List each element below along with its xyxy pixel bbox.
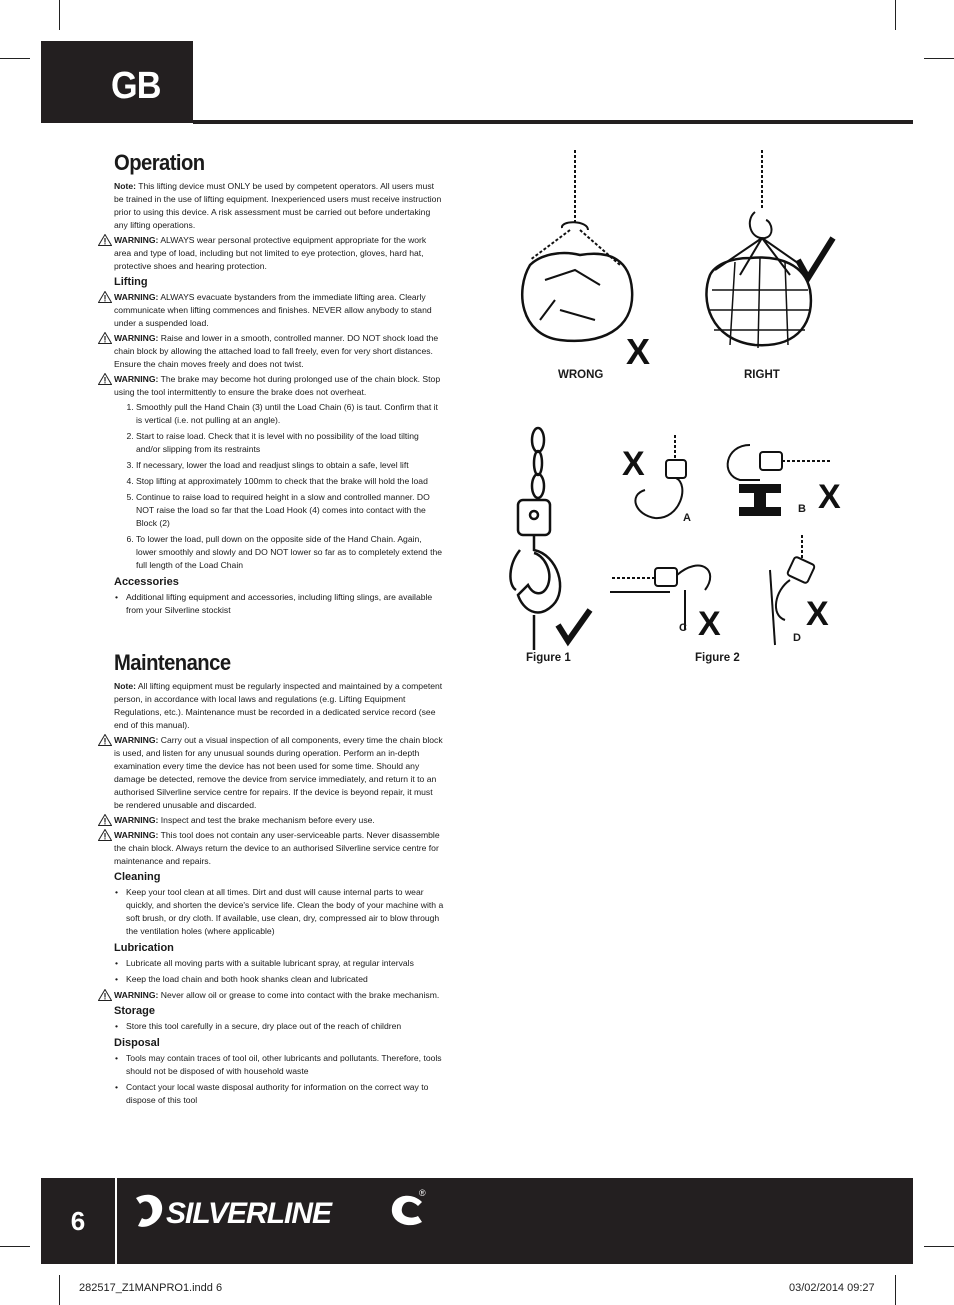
cleaning-list <box>114 886 444 938</box>
page-number: 6 <box>70 1205 86 1236</box>
figure1-hook-illustration <box>498 425 598 650</box>
operation-note: Note: This lifting device must ONLY be used by competent operators. All users must be trained in the use of lifting equipment. Inexperienced users must receive instruction prior to using this device. A risk assessment must be carried out before undertaking any lifting operations. <box>114 181 442 230</box>
footer-file: 282517_Z1MANPRO1.indd 6 <box>79 1282 223 1294</box>
list-item: • Contact your local waste disposal authority for information on the correct way to dispose of this tool <box>126 1081 444 1107</box>
list-item: • Store this tool carefully in a secure, dry place out of the reach of children <box>126 1020 444 1033</box>
crop-mark <box>895 1275 896 1305</box>
label-right: RIGHT <box>744 369 780 381</box>
warning-evacuate: WARNING: ALWAYS evacuate bystanders from the immediate lifting area. Clearly communicate when lifting commences and finishes. NEVER allow anybody to stand under a suspended load. <box>114 291 444 330</box>
warning-test: WARNING: Inspect and test the brake mechanism before every use. <box>114 814 444 827</box>
lifting-steps <box>114 401 444 572</box>
header-rule <box>193 120 913 124</box>
disposal-list <box>114 1052 444 1107</box>
cross-mark-icon: X <box>698 605 721 643</box>
storage-heading: Storage <box>114 1005 155 1017</box>
check-mark-icon <box>558 610 590 641</box>
crop-mark <box>59 1275 60 1305</box>
crop-mark <box>59 0 60 30</box>
accessories-heading: Accessories <box>114 576 179 588</box>
list-item: • Keep your tool clean at all times. Dirt and dust will cause internal parts to wear quickly, and shorten the device's service life. Clean the body of your machine with a soft brush, or dry cloth. If available, use clean, dry, compressed air to blow through the ventilation holes (where applicable) <box>126 886 444 938</box>
warning-raise: WARNING: Raise and lower in a smooth, controlled manner. DO NOT shock load the chain block by allowing the attached load to fall freely, even for very short distances. Ensure the chain moves freely and does not twist. <box>114 332 444 371</box>
warning-parts: WARNING: This tool does not contain any user-serviceable parts. Never disassemble the chain block. Always return the device to an authorised Silverline service centre for maintenance and repairs. <box>114 829 444 868</box>
crop-mark <box>924 1246 954 1247</box>
warning-icon <box>98 829 112 841</box>
crop-mark <box>0 1246 30 1247</box>
warning-icon <box>98 332 112 344</box>
footer-date: 03/02/2014 09:27 <box>789 1282 875 1294</box>
figure2-label-c: C <box>679 622 687 634</box>
list-item: 5. Continue to raise load to required height in a slow and controlled manner. DO NOT raise the load so far that the Load Hook (4) comes into contact with the Block (2) <box>136 491 444 530</box>
warning-icon <box>98 989 112 1001</box>
cross-mark-icon: X <box>622 445 645 483</box>
list-item: 2. Start to raise load. Check that it is level with no possibility of the load tilting and/or slipping from its restraints <box>136 430 444 456</box>
warning-icon <box>98 291 112 303</box>
warning-icon <box>98 373 112 385</box>
warning-brake: WARNING: The brake may become hot during prolonged use of the chain block. Stop using the tool intermittently to ensure the brake does not overheat. <box>114 373 444 399</box>
figure2-label-b: B <box>798 503 806 515</box>
maintenance-note: Note: All lifting equipment must be regularly inspected and maintained by a competent person, in accordance with local laws and regulations (e.g. Lifting Equipment Regulations, etc.). Maintenance must be recorded in a dedicated service record (see end of this manual). <box>114 681 443 730</box>
label-wrong: WRONG <box>558 369 604 381</box>
list-item: • Tools may contain traces of tool oil, other lubricants and pollutants. Therefore, tools should not be disposed of with household waste <box>126 1052 444 1078</box>
lubrication-list <box>114 957 444 986</box>
warning-icon <box>98 814 112 826</box>
figure2-label-d: D <box>793 632 801 644</box>
figure2-caption: Figure 2 <box>695 652 740 664</box>
svg-text:SILVERLINE: SILVERLINE <box>166 1197 332 1230</box>
operation-section <box>114 150 444 620</box>
list-item: 1. Smoothly pull the Hand Chain (3) until the Load Chain (6) is taut. Confirm that it is vertical (i.e. not pulling at an angle). <box>136 401 444 427</box>
warning-inspect: WARNING: Carry out a visual inspection of all components, every time the chain block is used, and listen for any unusual sounds during operation. Perform an in-depth examination every time the device has not been used for some time. Should any damage be detected, remove the device from service immediately, and return it to an authorised Silverline service centre for repairs. If the device is beyond repair, it must be rendered unusable and discarded. <box>114 734 444 812</box>
list-item: 6. To lower the load, pull down on the opposite side of the Hand Chain. Again, lower smoothly and slowly and DO NOT lower so far as to completely extend the full length of the Load Chain <box>136 533 444 572</box>
list-item: • Lubricate all moving parts with a suitable lubricant spray, at regular intervals <box>126 957 444 970</box>
footer-divider <box>115 1178 117 1264</box>
svg-text:®: ® <box>419 1188 426 1198</box>
lifting-heading: Lifting <box>114 276 148 288</box>
cross-mark-icon: X <box>818 478 841 516</box>
list-item: • Keep the load chain and both hook shanks clean and lubricated <box>126 973 444 986</box>
language-tag: GB <box>111 65 161 107</box>
language-tag-box <box>41 41 193 123</box>
figure1-caption: Figure 1 <box>526 652 571 664</box>
accessories-list <box>114 591 444 617</box>
maintenance-section <box>114 650 444 1110</box>
lubrication-heading: Lubrication <box>114 942 174 954</box>
list-item: 3. If necessary, lower the load and readjust slings to obtain a safe, level lift <box>136 459 444 472</box>
check-mark-icon <box>798 238 833 278</box>
crop-mark <box>0 58 30 59</box>
sling-load-illustration <box>500 150 860 370</box>
list-item: 4. Stop lifting at approximately 100mm to check that the brake will hold the load <box>136 475 444 488</box>
crop-mark <box>895 0 896 30</box>
figure2-hook-illustration <box>610 430 860 650</box>
maintenance-title: Maintenance <box>114 650 231 675</box>
warning-icon <box>98 234 112 246</box>
disposal-heading: Disposal <box>114 1037 160 1049</box>
crop-mark <box>924 58 954 59</box>
figure2-label-a: A <box>683 512 691 524</box>
cross-mark-icon: X <box>806 595 829 633</box>
list-item: • Additional lifting equipment and accessories, including lifting slings, are available from your Silverline stockist <box>126 591 444 617</box>
cleaning-heading: Cleaning <box>114 871 161 883</box>
cross-mark-icon: X <box>626 331 651 370</box>
warning-icon <box>98 734 112 746</box>
storage-list <box>114 1020 444 1033</box>
operation-title: Operation <box>114 150 205 175</box>
silverline-logo <box>132 1188 432 1238</box>
warning-ppe: WARNING: ALWAYS wear personal protective equipment appropriate for the work area and type of load, including but not limited to eye protection, gloves, hard hat, protective shoes and hearing protection. <box>114 234 444 273</box>
warning-oil: WARNING: Never allow oil or grease to come into contact with the brake mechanism. <box>114 989 444 1002</box>
